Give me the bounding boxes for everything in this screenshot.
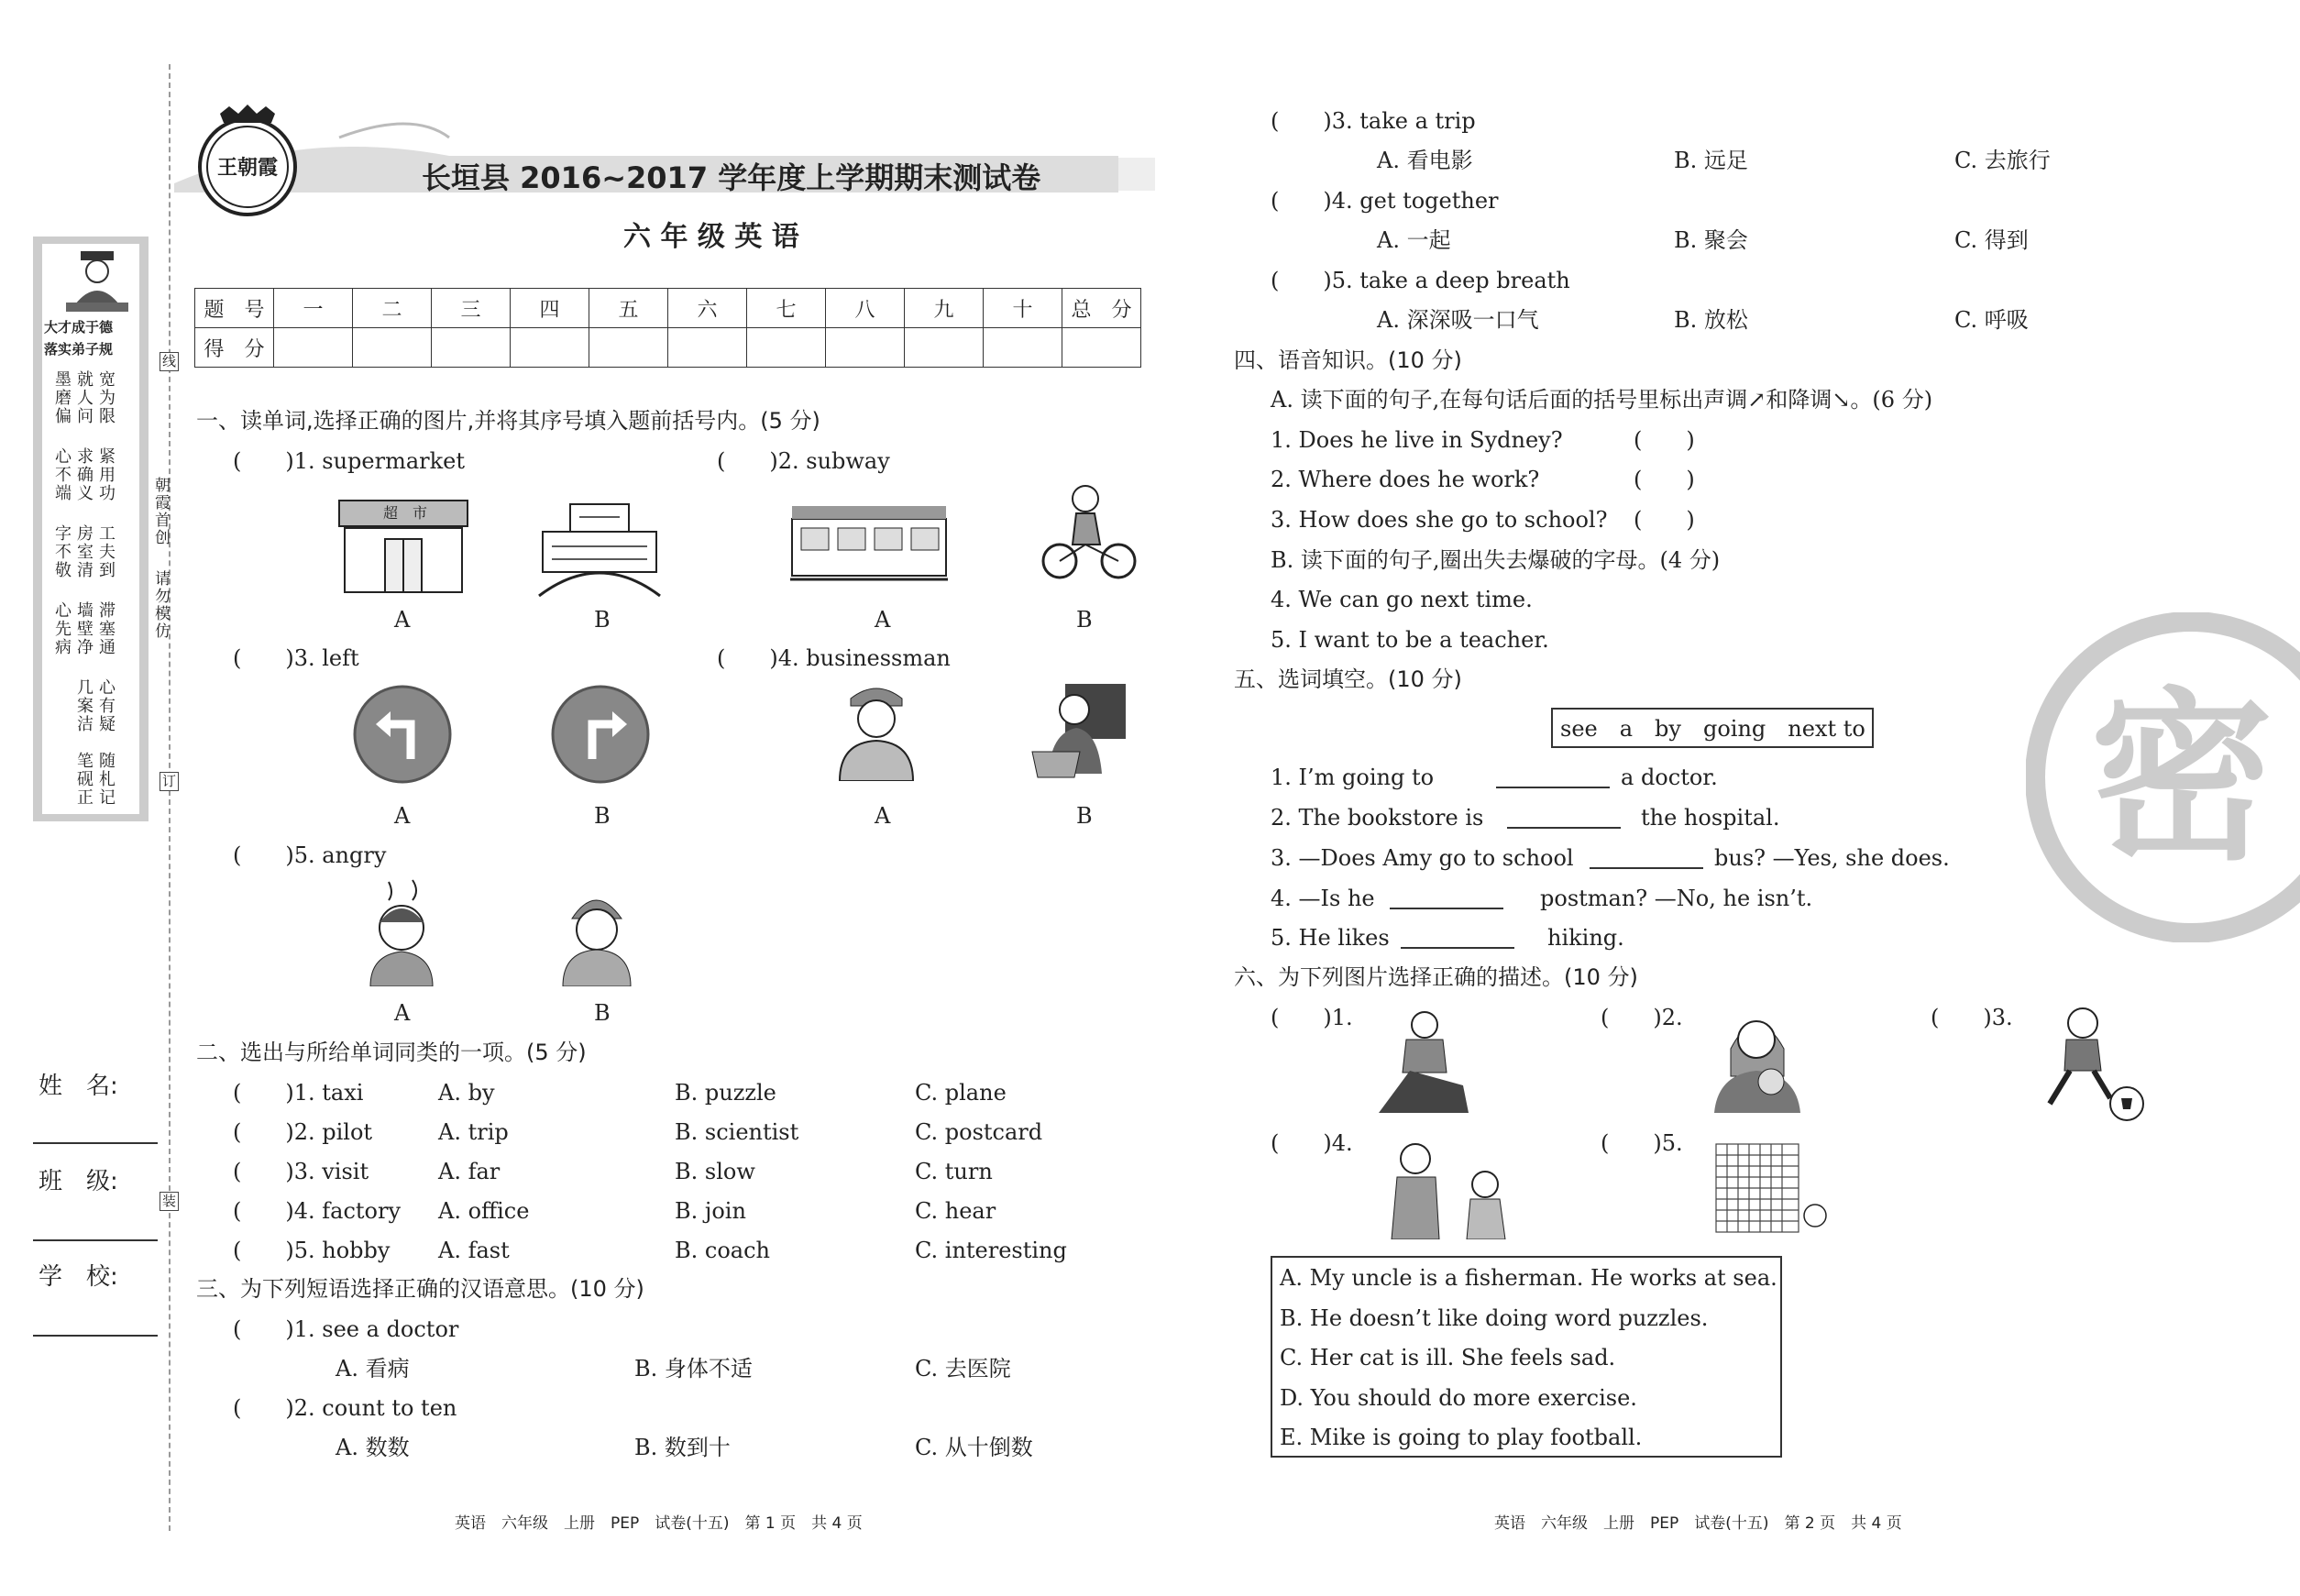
motto-col: 随札记: [96, 752, 116, 807]
motto-bottom: 落实弟子规: [44, 341, 114, 358]
school-label: 学 校:: [39, 1263, 118, 1291]
s1-q1[interactable]: ( )1. supermarket: [233, 448, 465, 474]
s4-item: 5. I want to be a teacher.: [1271, 627, 1549, 653]
option-label: A: [394, 1000, 411, 1026]
footer-page1: 英语 六年级 上册 PEP 试卷(十五) 第 1 页 共 4 页: [455, 1514, 863, 1533]
s5-item-post: the hospital.: [1641, 805, 1780, 831]
s3-question[interactable]: ( )5. take a deep breath: [1271, 268, 1570, 293]
s3-option-c: C. 从十倒数: [915, 1435, 1033, 1460]
score-cell: 题 号: [195, 289, 274, 328]
s5-blank[interactable]: [1507, 827, 1621, 829]
score-input[interactable]: [1062, 328, 1141, 368]
motto-col: 几案洁: [74, 678, 94, 733]
s4-answer-paren[interactable]: ( ): [1634, 467, 1695, 492]
binding-line: [169, 64, 171, 1531]
side-vertical-note: 请勿模仿: [151, 570, 170, 640]
score-input[interactable]: [353, 328, 432, 368]
score-cell: 二: [353, 289, 432, 328]
boy-football-picture: [2037, 1003, 2145, 1122]
score-cell: 总 分: [1062, 289, 1141, 328]
s2-option-a: A. fast: [438, 1238, 510, 1263]
s2-option-a: A. office: [438, 1198, 530, 1224]
svg-text:王朝霞: 王朝霞: [216, 156, 279, 180]
s4-item: 3. How does she go to school?: [1271, 507, 1608, 533]
s3-option-c: C. 得到: [1954, 227, 2029, 253]
motto-col: 心先病: [52, 601, 72, 656]
s5-item-post: postman? —No, he isn’t.: [1540, 886, 1813, 911]
s3-option-b: B. 身体不适: [634, 1356, 753, 1381]
s3-option-c: C. 去旅行: [1954, 148, 2051, 173]
name-field[interactable]: [33, 1142, 158, 1144]
s1-q2[interactable]: ( )2. subway: [717, 448, 890, 474]
s2-option-c: C. hear: [915, 1198, 996, 1224]
score-input[interactable]: [984, 328, 1062, 368]
motto-col: 心有疑: [96, 678, 116, 733]
teacher-and-boy-picture: [1371, 1139, 1524, 1239]
option-label: A: [875, 607, 891, 633]
footer-page2: 英语 六年级 上册 PEP 试卷(十五) 第 2 页 共 4 页: [1494, 1514, 1902, 1533]
s5-item-post: hiking.: [1547, 925, 1624, 951]
s6-question[interactable]: ( )4.: [1271, 1130, 1353, 1156]
school-field[interactable]: [33, 1335, 158, 1337]
score-cell: 九: [905, 289, 984, 328]
section1-heading: 一、读单词,选择正确的图片,并将其序号填入题前括号内。(5 分): [196, 408, 820, 434]
s6-question[interactable]: ( )3.: [1931, 1005, 2013, 1030]
confidential-watermark: [2026, 612, 2300, 942]
s3-option-a: A. 数数: [336, 1435, 410, 1460]
side-motto-panel: [33, 237, 149, 821]
s3-question[interactable]: ( )3. take a trip: [1271, 108, 1476, 134]
s2-option-c: C. interesting: [915, 1238, 1067, 1263]
s5-blank[interactable]: [1590, 867, 1703, 869]
s4-instruction-a: A. 读下面的句子,在每句话后面的括号里标出声调↗和降调↘。(6 分): [1271, 387, 1933, 413]
score-cell: 七: [747, 289, 826, 328]
s2-option-b: B. coach: [675, 1238, 770, 1263]
s5-blank[interactable]: [1496, 787, 1610, 788]
word-puzzle-grid-picture: [1714, 1142, 1830, 1236]
worker-man-picture: [827, 678, 926, 781]
s4-answer-paren[interactable]: ( ): [1634, 507, 1695, 533]
score-input[interactable]: [905, 328, 984, 368]
s3-option-b: B. 数到十: [634, 1435, 731, 1460]
s2-question[interactable]: ( )4. factory: [233, 1198, 402, 1224]
score-cell: 得 分: [195, 328, 274, 368]
s2-option-c: C. plane: [915, 1080, 1007, 1106]
s3-option-a: A. 深深吸一口气: [1377, 307, 1539, 333]
s2-question[interactable]: ( )5. hobby: [233, 1238, 391, 1263]
description-option: C. Her cat is ill. She feels sad.: [1280, 1345, 1616, 1370]
fisherman-picture: [1373, 1007, 1476, 1115]
s3-question[interactable]: ( )1. see a doctor: [233, 1316, 459, 1342]
s1-q5[interactable]: ( )5. angry: [233, 842, 387, 868]
motto-col: 求确义: [74, 447, 94, 502]
s5-item-pre: 3. —Does Amy go to school: [1271, 845, 1574, 871]
svg-text:密: 密: [2089, 672, 2274, 886]
motto-col: 就人问: [74, 370, 94, 425]
name-label: 姓 名:: [39, 1073, 118, 1100]
option-label: B: [594, 607, 611, 633]
s1-q4[interactable]: ( )4. businessman: [717, 645, 951, 671]
s2-option-b: B. scientist: [675, 1119, 799, 1145]
s4-item: 1. Does he live in Sydney?: [1271, 427, 1563, 453]
s3-question[interactable]: ( )4. get together: [1271, 188, 1499, 214]
s5-item-post: a doctor.: [1621, 765, 1718, 790]
s4-item: 2. Where does he work?: [1271, 467, 1540, 492]
s3-option-a: A. 看病: [336, 1356, 410, 1381]
description-option: A. My uncle is a fisherman. He works at sea.: [1280, 1265, 1777, 1291]
turn-left-sign-icon: [352, 684, 453, 785]
s3-question[interactable]: ( )2. count to ten: [233, 1395, 457, 1421]
motto-col: 滞塞通: [96, 601, 116, 656]
boy-on-bicycle-picture: [1040, 480, 1139, 583]
s3-option-b: B. 放松: [1674, 307, 1748, 333]
s2-option-b: B. puzzle: [675, 1080, 776, 1106]
score-table: [194, 288, 1141, 368]
score-input[interactable]: [432, 328, 511, 368]
option-label: B: [594, 1000, 611, 1026]
score-cell: 四: [511, 289, 589, 328]
score-cell: 一: [274, 289, 353, 328]
section3-heading: 三、为下列短语选择正确的汉语意思。(10 分): [196, 1276, 644, 1302]
s6-question[interactable]: ( )5.: [1601, 1130, 1683, 1156]
s5-blank[interactable]: [1401, 947, 1514, 949]
s3-option-a: A. 看电影: [1377, 148, 1473, 173]
angry-girl-picture: [361, 876, 444, 986]
s4-item: 4. We can go next time.: [1271, 587, 1533, 612]
s1-q3[interactable]: ( )3. left: [233, 645, 359, 671]
motto-col: 笔砚正: [74, 752, 94, 807]
s2-option-a: A. trip: [438, 1119, 509, 1145]
s5-item-pre: 4. —Is he: [1271, 886, 1375, 911]
hospital-building-picture: [534, 495, 666, 600]
motto-col: 工夫到: [96, 524, 116, 579]
binding-seal: 订: [160, 772, 179, 791]
score-cell: 五: [589, 289, 668, 328]
girl-with-cat-picture: [1711, 1003, 1806, 1113]
turn-right-sign-icon: [550, 684, 651, 785]
s4-answer-paren[interactable]: ( ): [1634, 427, 1695, 453]
score-input[interactable]: [747, 328, 826, 368]
option-label: B: [1076, 803, 1093, 829]
scholar-illustration: [61, 249, 134, 315]
side-vertical-note: 朝霞首创: [151, 477, 170, 546]
score-input[interactable]: [826, 328, 905, 368]
s2-option-a: A. by: [438, 1080, 495, 1106]
section2-heading: 二、选出与所给单词同类的一项。(5 分): [196, 1040, 587, 1065]
s2-option-b: B. join: [675, 1198, 746, 1224]
class-field[interactable]: [33, 1239, 158, 1241]
section5-heading: 五、选词填空。(10 分): [1234, 666, 1462, 692]
businessman-laptop-picture: [1029, 682, 1128, 781]
description-option: D. You should do more exercise.: [1280, 1385, 1637, 1411]
s3-option-a: A. 一起: [1377, 227, 1451, 253]
binding-seal: 线: [160, 352, 179, 371]
shop-sign-text: 超 市: [383, 504, 428, 522]
score-entry-row: [195, 328, 1141, 368]
motto-col: 墙壁净: [74, 601, 94, 656]
s5-blank[interactable]: [1390, 908, 1503, 909]
section6-heading: 六、为下列图片选择正确的描述。(10 分): [1234, 964, 1638, 990]
s5-item-post: bus? —Yes, she does.: [1714, 845, 1950, 871]
score-header-row: [195, 289, 1141, 328]
score-cell: 十: [984, 289, 1062, 328]
word-bank-words: see a by going next to: [1560, 716, 1865, 742]
motto-col: 字不敬: [52, 524, 72, 579]
option-label: A: [394, 803, 411, 829]
motto-col: 墨磨偏: [52, 370, 72, 425]
score-cell: 六: [668, 289, 747, 328]
s3-option-c: C. 呼吸: [1954, 307, 2029, 333]
motto-col: 宽为限: [96, 370, 116, 425]
score-input[interactable]: [589, 328, 668, 368]
score-cell: 三: [432, 289, 511, 328]
motto-top: 大才成于德: [44, 319, 114, 336]
s3-option-c: C. 去医院: [915, 1356, 1011, 1381]
class-label: 班 级:: [39, 1168, 118, 1195]
subway-train-picture: [790, 501, 948, 585]
binding-seal: 装: [160, 1192, 179, 1211]
description-option: B. He doesn’t like doing word puzzles.: [1280, 1305, 1709, 1331]
s2-question[interactable]: ( )1. taxi: [233, 1080, 364, 1106]
score-input[interactable]: [511, 328, 589, 368]
s2-option-b: B. slow: [675, 1159, 755, 1184]
s6-question[interactable]: ( )2.: [1601, 1005, 1683, 1030]
motto-col: 心不端: [52, 447, 72, 502]
description-option: E. Mike is going to play football.: [1280, 1425, 1643, 1450]
score-input[interactable]: [668, 328, 747, 368]
s2-option-a: A. far: [438, 1159, 501, 1184]
s4-instruction-b: B. 读下面的句子,圈出失去爆破的字母。(4 分): [1271, 547, 1721, 573]
publisher-logo-icon: [193, 103, 303, 222]
option-label: A: [875, 803, 891, 829]
s2-question[interactable]: ( )2. pilot: [233, 1119, 373, 1145]
s3-option-b: B. 聚会: [1674, 227, 1748, 253]
s5-item-pre: 1. I’m going to: [1271, 765, 1435, 790]
score-input[interactable]: [274, 328, 353, 368]
option-label: B: [594, 803, 611, 829]
motto-col: 房室清: [74, 524, 94, 579]
subject-subtitle: 六 年 级 英 语: [623, 221, 799, 253]
option-label: A: [394, 607, 411, 633]
option-label: B: [1076, 607, 1093, 633]
cold-child-picture: [556, 882, 638, 986]
s2-option-c: C. postcard: [915, 1119, 1043, 1145]
exam-title: 长垣县 2016~2017 学年度上学期期末测试卷: [422, 160, 1041, 195]
score-cell: 八: [826, 289, 905, 328]
s5-item-pre: 2. The bookstore is: [1271, 805, 1484, 831]
motto-columns: [53, 370, 136, 810]
s5-item-pre: 5. He likes: [1271, 925, 1390, 951]
s2-question[interactable]: ( )3. visit: [233, 1159, 369, 1184]
s2-option-c: C. turn: [915, 1159, 993, 1184]
motto-col: 紧用功: [96, 447, 116, 502]
section4-heading: 四、语音知识。(10 分): [1234, 347, 1462, 373]
s3-option-b: B. 远足: [1674, 148, 1748, 173]
s6-question[interactable]: ( )1.: [1271, 1005, 1353, 1030]
